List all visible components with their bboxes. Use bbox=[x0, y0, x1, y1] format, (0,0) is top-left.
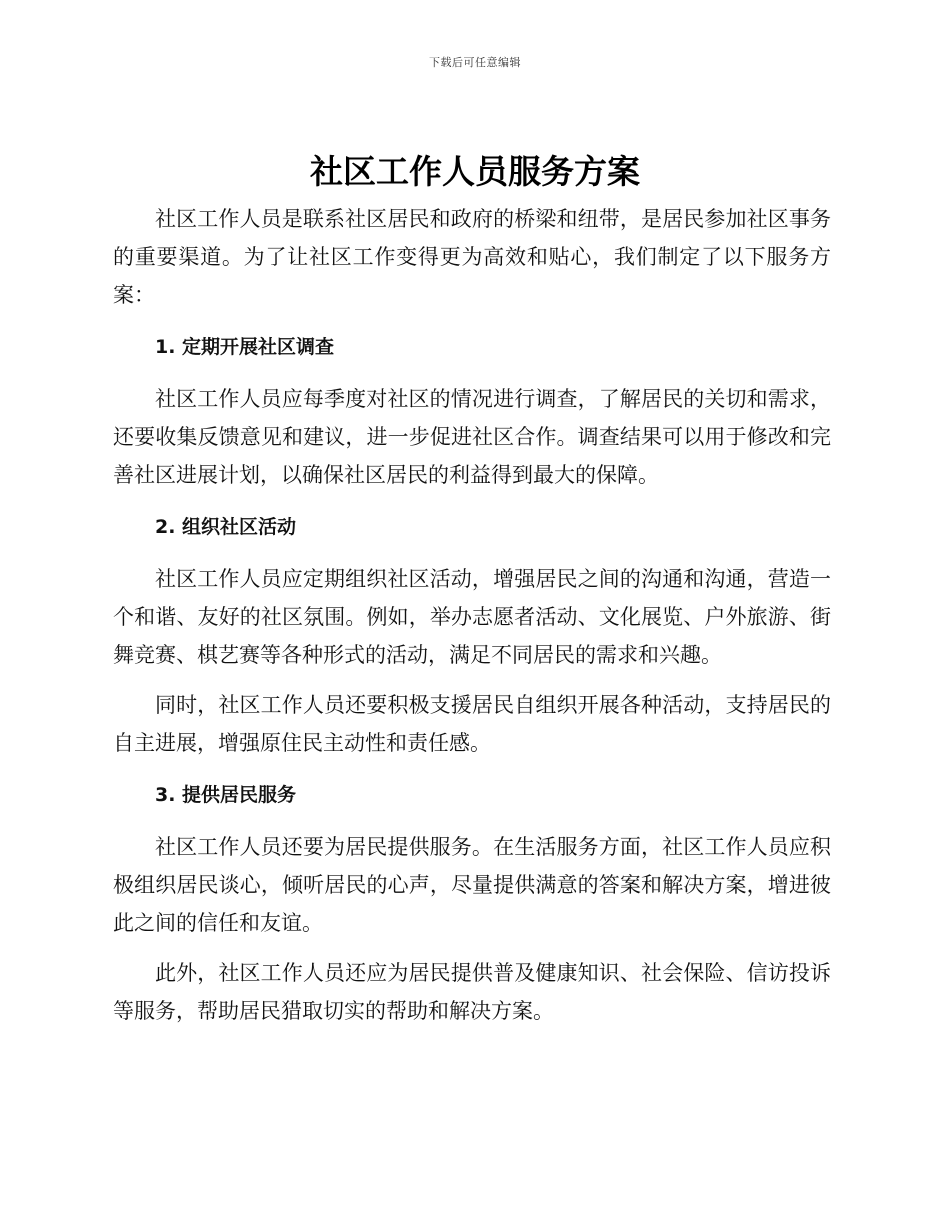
header-note: 下载后可任意编辑 bbox=[429, 56, 521, 69]
section-1-paragraph-1: 社区工作人员应每季度对社区的情况进行调查，了解居民的关切和需求，还要收集反馈意见和建议，进一步促进社区合作。调查结果可以用于修改和完善社区进展计划，以确保社区居民的利益得到最大的保障。 bbox=[113, 387, 831, 487]
section-heading-1: 1. 定期开展社区调查 bbox=[155, 336, 335, 358]
section-3-paragraph-1: 社区工作人员还要为居民提供服务。在生活服务方面，社区工作人员应积极组织居民谈心，倾听居民的心声，尽量提供满意的答案和解决方案，增进彼此之间的信任和友谊。 bbox=[113, 835, 831, 935]
document-title: 社区工作人员服务方案 bbox=[310, 152, 640, 191]
section-heading-2: 2. 组织社区活动 bbox=[155, 516, 297, 538]
section-heading-3: 3. 提供居民服务 bbox=[155, 784, 297, 806]
section-2-paragraph-2: 同时，社区工作人员还要积极支援居民自组织开展各种活动，支持居民的自主进展，增强原住民主动性和责任感。 bbox=[113, 693, 831, 755]
intro-paragraph: 社区工作人员是联系社区居民和政府的桥梁和纽带，是居民参加社区事务的重要渠道。为了让社区工作变得更为高效和贴心，我们制定了以下服务方案： bbox=[113, 207, 831, 307]
section-3-paragraph-2: 此外，社区工作人员还应为居民提供普及健康知识、社会保险、信访投诉等服务，帮助居民猎取切实的帮助和解决方案。 bbox=[113, 961, 831, 1023]
document-body bbox=[113, 200, 831, 1042]
section-2-paragraph-1: 社区工作人员应定期组织社区活动，增强居民之间的沟通和沟通，营造一个和谐、友好的社区氛围。例如，举办志愿者活动、文化展览、户外旅游、街舞竞赛、棋艺赛等各种形式的活动，满足不同居民的需求和兴趣。 bbox=[113, 567, 831, 667]
